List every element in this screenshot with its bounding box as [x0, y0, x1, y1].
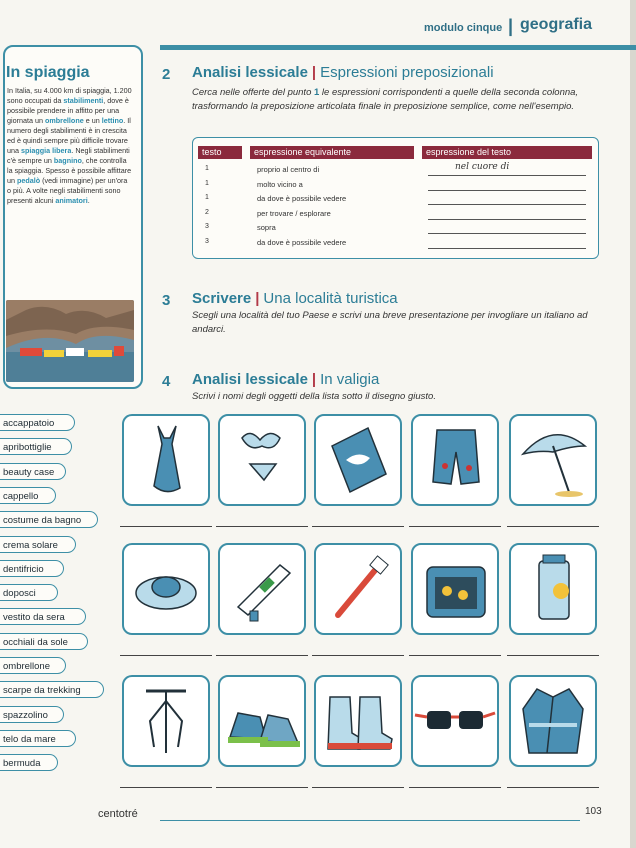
picture-card: [314, 675, 402, 767]
sunscreen-icon: [511, 545, 595, 633]
picture-answer-line[interactable]: [312, 655, 404, 656]
highlight-term: lettino: [101, 116, 124, 125]
col-header-testo: testo: [198, 146, 242, 159]
row-source-number: 3: [205, 237, 209, 245]
pedalo-photo: [6, 300, 134, 382]
ex3-number: 3: [162, 292, 171, 309]
word-tab-dentifricio[interactable]: dentifricio: [0, 560, 64, 577]
word-tab-spazzolino[interactable]: spazzolino: [0, 706, 64, 723]
page-number: 103: [585, 806, 602, 817]
ex3-instruction: Scegli una località del tuo Paese e scrivi una breve presentazione per invogliare un italiano ad andarci.: [192, 310, 588, 335]
word-tab-ombrellone[interactable]: ombrellone: [0, 657, 66, 674]
picture-answer-line[interactable]: [409, 526, 501, 527]
picture-card: [218, 543, 306, 635]
snow-boots-icon: [316, 677, 400, 765]
body-text: .: [87, 196, 90, 205]
ex2-heading: [192, 64, 494, 81]
picture-card: [122, 675, 210, 767]
picture-answer-line[interactable]: [507, 655, 599, 656]
picture-answer-line[interactable]: [312, 787, 404, 788]
subject-label: geografia: [520, 16, 593, 33]
word-tab-scarpe-da-trekking[interactable]: scarpe da trekking: [0, 681, 104, 698]
ex3-heading: [192, 290, 398, 307]
toothpaste-icon: [220, 545, 304, 633]
towel-icon: [316, 416, 400, 504]
picture-answer-line[interactable]: [216, 526, 308, 527]
word-tab-costume-da-bagno[interactable]: costume da bagno: [0, 511, 98, 528]
word-tab-vestito-da-sera[interactable]: vestito da sera: [0, 608, 86, 625]
word-tab-beauty-case[interactable]: beauty case: [0, 463, 66, 480]
row-source-number: 1: [205, 179, 209, 187]
word-tab-cappello[interactable]: cappello: [0, 487, 56, 504]
row-source-number: 1: [205, 194, 209, 201]
ex2-instruction-b: le espressioni corrispondenti a quelle della seconda colonna, trasformando la preposizione articolata finale in preposizione semplice, come nell'esempio.: [192, 87, 579, 112]
beach-box-text: [7, 86, 133, 206]
picture-card: [411, 675, 499, 767]
answer-line[interactable]: [428, 219, 586, 220]
body-text: . Negli stabilimenti c'è sempre un: [7, 146, 130, 165]
col-header-equivalente: espressione equivalente: [250, 146, 414, 159]
picture-answer-line[interactable]: [120, 655, 212, 656]
ex2-number: 2: [162, 66, 171, 83]
header-separator: |: [508, 16, 514, 36]
footer-rule: [160, 820, 580, 821]
picture-answer-line[interactable]: [409, 655, 501, 656]
dress-icon: [124, 416, 208, 504]
ex3-subtitle: Una località turistica: [263, 290, 398, 307]
answer-line[interactable]: [428, 190, 586, 191]
ex2-title: Analisi lessicale: [192, 64, 308, 81]
row-equivalent-expression: per trovare / esplorare: [257, 208, 331, 218]
ex4-heading: [192, 371, 379, 388]
picture-card: [122, 414, 210, 506]
corkscrew-icon: [124, 677, 208, 765]
body-text: , che controlla la spiaggia. Spesso è possibile affittare un: [7, 156, 132, 185]
row-source-number: 2: [205, 208, 209, 216]
body-text: . Il numero degli stabilimenti è in crescita ed è quindi sempre più difficile trovare una: [7, 116, 131, 155]
word-tab-crema-solare[interactable]: crema solare: [0, 536, 76, 553]
answer-line[interactable]: [428, 233, 586, 234]
header-rule: [160, 45, 636, 50]
ex2-instruction-a: Cerca nelle offerte del punto: [192, 87, 314, 98]
row-equivalent-expression: da dove è possibile vedere: [257, 237, 347, 247]
word-tab-occhiali-da-sole[interactable]: occhiali da sole: [0, 633, 88, 650]
picture-card: [314, 543, 402, 635]
handwritten-answer: nel cuore di: [455, 162, 510, 172]
picture-card: [411, 543, 499, 635]
page-word: centotré: [98, 808, 138, 820]
page-edge: [630, 0, 636, 848]
picture-card: [411, 414, 499, 506]
bermuda-icon: [413, 416, 497, 504]
beach-box-title: In spiaggia: [6, 64, 90, 81]
picture-answer-line[interactable]: [507, 787, 599, 788]
picture-answer-line[interactable]: [120, 526, 212, 527]
body-text: (vedi immagine) per un'ora o più. A volte negli stabilimenti sono presenti alcuni: [7, 176, 128, 205]
highlight-term: bagnino: [53, 156, 82, 165]
module-label: modulo cinque: [424, 22, 503, 34]
row-equivalent-expression: proprio al centro di: [257, 165, 320, 174]
row-source-number: 3: [205, 223, 209, 230]
body-text: , dove è possibile prendere in affitto per una giornata un: [7, 96, 129, 125]
toothbrush-icon: [316, 545, 400, 633]
bikini-icon: [220, 416, 304, 504]
ex2-subtitle: Espressioni preposizionali: [320, 64, 494, 81]
hiking-shoes-icon: [220, 677, 304, 765]
ex4-divider: |: [311, 371, 317, 388]
ex2-instruction: [192, 86, 604, 114]
highlight-term: ombrellone: [44, 116, 84, 125]
umbrella-icon: [511, 416, 595, 504]
picture-answer-line[interactable]: [216, 787, 308, 788]
picture-card: [122, 543, 210, 635]
ex4-number: 4: [162, 373, 171, 390]
row-equivalent-expression: molto vicino a: [257, 179, 303, 189]
picture-answer-line[interactable]: [507, 526, 599, 527]
word-tab-telo-da-mare[interactable]: telo da mare: [0, 730, 76, 747]
ex4-subtitle: In valigia: [320, 371, 380, 388]
ex4-title: Analisi lessicale: [192, 371, 308, 388]
highlight-term: animatori: [55, 196, 88, 205]
word-tab-apribottiglie[interactable]: apribottiglie: [0, 438, 72, 455]
ex4-instruction: Scrivi i nomi degli oggetti della lista sotto il disegno giusto.: [192, 391, 436, 402]
highlight-term: spiaggia libera: [21, 146, 72, 155]
ex3-title: Scrivere: [192, 290, 252, 307]
picture-answer-line[interactable]: [216, 655, 308, 656]
picture-answer-line[interactable]: [120, 787, 212, 788]
picture-answer-line[interactable]: [409, 787, 501, 788]
body-text: e un: [83, 116, 102, 125]
ex2-instruction-ref: 1: [314, 87, 320, 98]
picture-card: [314, 414, 402, 506]
highlight-term: stabilimenti: [63, 96, 104, 105]
answer-line[interactable]: [428, 175, 586, 176]
word-tab-bermuda[interactable]: bermuda: [0, 754, 58, 771]
picture-card: [218, 675, 306, 767]
row-source-number: 1: [205, 165, 209, 172]
highlight-term: pedalò: [17, 176, 41, 185]
col-header-testo-expr: espressione del testo: [422, 146, 592, 159]
row-equivalent-expression: sopra: [257, 223, 276, 232]
answer-line[interactable]: [428, 248, 586, 249]
sunglasses-icon: [413, 677, 497, 765]
ex2-divider: |: [311, 64, 317, 81]
hat-icon: [124, 545, 208, 633]
bathrobe-icon: [511, 677, 595, 765]
beauty-case-icon: [413, 545, 497, 633]
answer-line[interactable]: [428, 204, 586, 205]
picture-card: [218, 414, 306, 506]
word-tab-doposci[interactable]: doposci: [0, 584, 58, 601]
body-text: In Italia, su 4.000 km di spiaggia, 1.200 sono occupati da: [7, 86, 132, 105]
word-tab-accappatoio[interactable]: accappatoio: [0, 414, 75, 431]
row-equivalent-expression: da dove è possibile vedere: [257, 194, 347, 203]
picture-card: [509, 675, 597, 767]
picture-answer-line[interactable]: [312, 526, 404, 527]
picture-card: [509, 414, 597, 506]
ex3-divider: |: [255, 290, 260, 307]
picture-card: [509, 543, 597, 635]
